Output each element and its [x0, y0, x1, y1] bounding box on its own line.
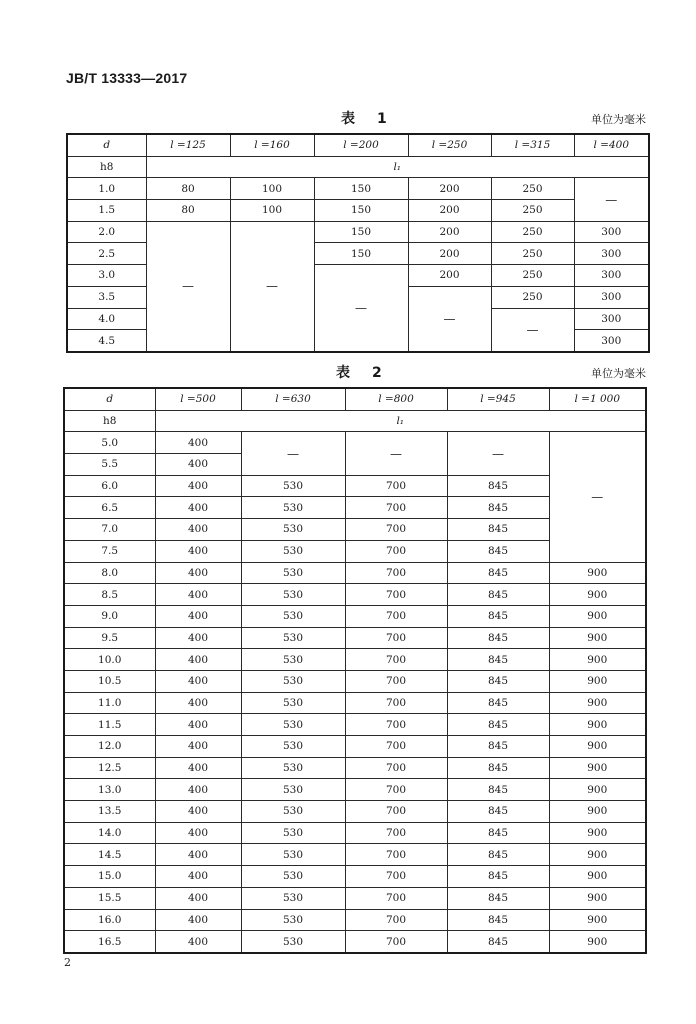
cell: 100 [230, 200, 314, 222]
table2-unit: 单位为毫米 [591, 367, 646, 380]
cell-d: 1.0 [67, 178, 146, 200]
cell: 530 [241, 909, 345, 931]
cell: 150 [314, 243, 408, 265]
cell: 400 [155, 649, 241, 671]
cell: 400 [155, 692, 241, 714]
cell: 400 [155, 822, 241, 844]
cell-d: 2.0 [67, 221, 146, 243]
cell: 530 [241, 670, 345, 692]
table-row [64, 866, 646, 888]
header-l125: l =125 [146, 134, 230, 156]
cell: 200 [408, 200, 491, 222]
cell-d: 15.5 [64, 887, 155, 909]
cell: 400 [155, 931, 241, 953]
cell-d: 2.5 [67, 243, 146, 265]
cell: 400 [155, 757, 241, 779]
header-d: d [64, 388, 155, 410]
cell-d: 12.5 [64, 757, 155, 779]
cell: 530 [241, 562, 345, 584]
cell: 250 [491, 243, 574, 265]
cell: 200 [408, 265, 491, 287]
cell: 250 [491, 221, 574, 243]
cell: 300 [574, 265, 649, 287]
cell: 530 [241, 475, 345, 497]
cell: 300 [574, 221, 649, 243]
cell: 530 [241, 931, 345, 953]
cell: 845 [447, 757, 549, 779]
cell: 400 [155, 519, 241, 541]
cell: 700 [345, 736, 447, 758]
cell: 530 [241, 649, 345, 671]
cell-d: 4.5 [67, 330, 146, 352]
cell: 700 [345, 801, 447, 823]
cell: 400 [155, 779, 241, 801]
table-row [64, 801, 646, 823]
cell: 900 [549, 562, 646, 584]
standard-code: JB/T 13333—2017 [66, 70, 188, 86]
cell: 845 [447, 822, 549, 844]
cell: 900 [549, 714, 646, 736]
cell: 900 [549, 757, 646, 779]
cell: 530 [241, 714, 345, 736]
cell-d: 8.5 [64, 584, 155, 606]
table-2 [63, 387, 647, 954]
table-row [64, 714, 646, 736]
table-row [64, 757, 646, 779]
cell: 700 [345, 757, 447, 779]
cell: 80 [146, 200, 230, 222]
cell: 700 [345, 649, 447, 671]
cell-d: 7.0 [64, 519, 155, 541]
header-l630: l =630 [241, 388, 345, 410]
cell: 900 [549, 736, 646, 758]
cell: 400 [155, 432, 241, 454]
cell: 845 [447, 670, 549, 692]
table-row [64, 736, 646, 758]
cell-d: 9.5 [64, 627, 155, 649]
table-row [64, 844, 646, 866]
cell-dash: — [408, 286, 491, 352]
cell-d: 14.0 [64, 822, 155, 844]
cell-d: 5.5 [64, 454, 155, 476]
cell: 530 [241, 540, 345, 562]
cell: 900 [549, 584, 646, 606]
cell: 530 [241, 497, 345, 519]
header-h8: h8 [67, 156, 146, 178]
cell: 250 [491, 265, 574, 287]
table1-unit: 单位为毫米 [591, 113, 646, 126]
cell: 700 [345, 627, 447, 649]
cell: 900 [549, 909, 646, 931]
header-l1: l₁ [146, 156, 649, 178]
cell-dash: — [230, 221, 314, 352]
cell: 400 [155, 475, 241, 497]
cell: 400 [155, 714, 241, 736]
cell: 530 [241, 519, 345, 541]
cell-d: 10.5 [64, 670, 155, 692]
header-l200: l =200 [314, 134, 408, 156]
cell-dash: — [314, 265, 408, 352]
cell: 700 [345, 866, 447, 888]
cell: 150 [314, 178, 408, 200]
cell-d: 6.5 [64, 497, 155, 519]
cell: 150 [314, 221, 408, 243]
header-l1: l₁ [155, 410, 646, 432]
cell-d: 15.0 [64, 866, 155, 888]
cell: 250 [491, 200, 574, 222]
cell: 900 [549, 801, 646, 823]
cell-d: 6.0 [64, 475, 155, 497]
header-l500: l =500 [155, 388, 241, 410]
table-row [64, 584, 646, 606]
cell: 700 [345, 670, 447, 692]
cell-d: 13.0 [64, 779, 155, 801]
cell: 700 [345, 605, 447, 627]
cell: 530 [241, 779, 345, 801]
cell-dash: — [345, 432, 447, 475]
cell: 530 [241, 757, 345, 779]
cell: 400 [155, 562, 241, 584]
table-row [64, 779, 646, 801]
cell-d: 9.0 [64, 605, 155, 627]
table-header-row [67, 156, 649, 178]
cell: 250 [491, 178, 574, 200]
cell: 700 [345, 562, 447, 584]
cell: 400 [155, 584, 241, 606]
table-header-row [64, 388, 646, 410]
cell-d: 10.0 [64, 649, 155, 671]
table-header-row [64, 410, 646, 432]
table2-caption: 表 2 [336, 365, 386, 381]
cell: 845 [447, 931, 549, 953]
cell: 700 [345, 714, 447, 736]
cell-d: 16.5 [64, 931, 155, 953]
cell: 700 [345, 497, 447, 519]
table-row [64, 931, 646, 953]
cell-d: 8.0 [64, 562, 155, 584]
table-row [64, 432, 646, 454]
cell-d: 14.5 [64, 844, 155, 866]
cell: 900 [549, 627, 646, 649]
cell-d: 7.5 [64, 540, 155, 562]
cell: 530 [241, 692, 345, 714]
table-row [64, 670, 646, 692]
cell: 845 [447, 540, 549, 562]
cell: 530 [241, 584, 345, 606]
cell: 530 [241, 887, 345, 909]
cell: 845 [447, 714, 549, 736]
cell: 400 [155, 540, 241, 562]
cell: 845 [447, 736, 549, 758]
cell: 845 [447, 519, 549, 541]
cell: 900 [549, 670, 646, 692]
cell: 400 [155, 605, 241, 627]
page-number: 2 [64, 956, 71, 969]
cell: 845 [447, 475, 549, 497]
header-l800: l =800 [345, 388, 447, 410]
cell: 200 [408, 178, 491, 200]
cell: 400 [155, 801, 241, 823]
cell: 530 [241, 844, 345, 866]
cell: 900 [549, 649, 646, 671]
cell-dash: — [549, 432, 646, 562]
cell: 700 [345, 692, 447, 714]
cell: 400 [155, 670, 241, 692]
cell: 900 [549, 931, 646, 953]
cell: 300 [574, 330, 649, 352]
header-h8: h8 [64, 410, 155, 432]
cell: 700 [345, 519, 447, 541]
cell: 900 [549, 605, 646, 627]
cell-d: 1.5 [67, 200, 146, 222]
table-row [64, 627, 646, 649]
cell: 845 [447, 497, 549, 519]
cell-d: 12.0 [64, 736, 155, 758]
cell: 700 [345, 887, 447, 909]
cell: 250 [491, 286, 574, 308]
cell: 530 [241, 822, 345, 844]
cell-dash: — [241, 432, 345, 475]
table1-caption: 表 1 [341, 111, 391, 127]
cell: 900 [549, 844, 646, 866]
cell: 845 [447, 692, 549, 714]
header-l160: l =160 [230, 134, 314, 156]
header-l315: l =315 [491, 134, 574, 156]
cell: 845 [447, 562, 549, 584]
table-1 [66, 133, 650, 353]
cell: 300 [574, 308, 649, 330]
cell: 100 [230, 178, 314, 200]
table-row [64, 822, 646, 844]
header-l1000: l =1 000 [549, 388, 646, 410]
cell: 845 [447, 801, 549, 823]
cell: 845 [447, 887, 549, 909]
table-row [64, 909, 646, 931]
cell: 530 [241, 736, 345, 758]
table-row [67, 200, 649, 222]
cell: 400 [155, 454, 241, 476]
cell: 80 [146, 178, 230, 200]
cell: 530 [241, 605, 345, 627]
cell-dash: — [146, 221, 230, 352]
cell: 700 [345, 822, 447, 844]
table-row [67, 221, 649, 243]
cell: 400 [155, 497, 241, 519]
cell-d: 11.5 [64, 714, 155, 736]
cell: 400 [155, 627, 241, 649]
cell: 530 [241, 627, 345, 649]
cell: 200 [408, 243, 491, 265]
cell: 400 [155, 887, 241, 909]
cell: 845 [447, 866, 549, 888]
table-header-row [67, 134, 649, 156]
header-l250: l =250 [408, 134, 491, 156]
table-row [67, 178, 649, 200]
cell: 700 [345, 584, 447, 606]
cell: 700 [345, 475, 447, 497]
cell: 845 [447, 649, 549, 671]
cell: 700 [345, 931, 447, 953]
cell: 700 [345, 540, 447, 562]
cell: 150 [314, 200, 408, 222]
cell: 530 [241, 801, 345, 823]
header-d: d [67, 134, 146, 156]
table-row [64, 887, 646, 909]
cell: 400 [155, 866, 241, 888]
cell: 845 [447, 779, 549, 801]
cell: 300 [574, 286, 649, 308]
cell: 700 [345, 779, 447, 801]
cell-dash: — [447, 432, 549, 475]
cell-d: 4.0 [67, 308, 146, 330]
table-row [64, 692, 646, 714]
cell: 400 [155, 844, 241, 866]
cell: 900 [549, 822, 646, 844]
cell: 200 [408, 221, 491, 243]
cell: 900 [549, 692, 646, 714]
cell: 700 [345, 844, 447, 866]
cell: 845 [447, 844, 549, 866]
cell: 900 [549, 866, 646, 888]
table-row [64, 605, 646, 627]
cell: 845 [447, 627, 549, 649]
cell: 530 [241, 866, 345, 888]
cell-d: 11.0 [64, 692, 155, 714]
cell: 900 [549, 887, 646, 909]
cell: 400 [155, 736, 241, 758]
cell-dash: — [491, 308, 574, 352]
header-l945: l =945 [447, 388, 549, 410]
cell: 400 [155, 909, 241, 931]
table-row [64, 562, 646, 584]
cell: 700 [345, 909, 447, 931]
cell-dash: — [574, 178, 649, 221]
cell: 845 [447, 909, 549, 931]
cell: 300 [574, 243, 649, 265]
cell-d: 13.5 [64, 801, 155, 823]
cell: 845 [447, 605, 549, 627]
table-row [64, 649, 646, 671]
cell-d: 3.0 [67, 265, 146, 287]
cell-d: 16.0 [64, 909, 155, 931]
cell: 900 [549, 779, 646, 801]
cell: 845 [447, 584, 549, 606]
cell-d: 5.0 [64, 432, 155, 454]
header-l400: l =400 [574, 134, 649, 156]
cell-d: 3.5 [67, 286, 146, 308]
